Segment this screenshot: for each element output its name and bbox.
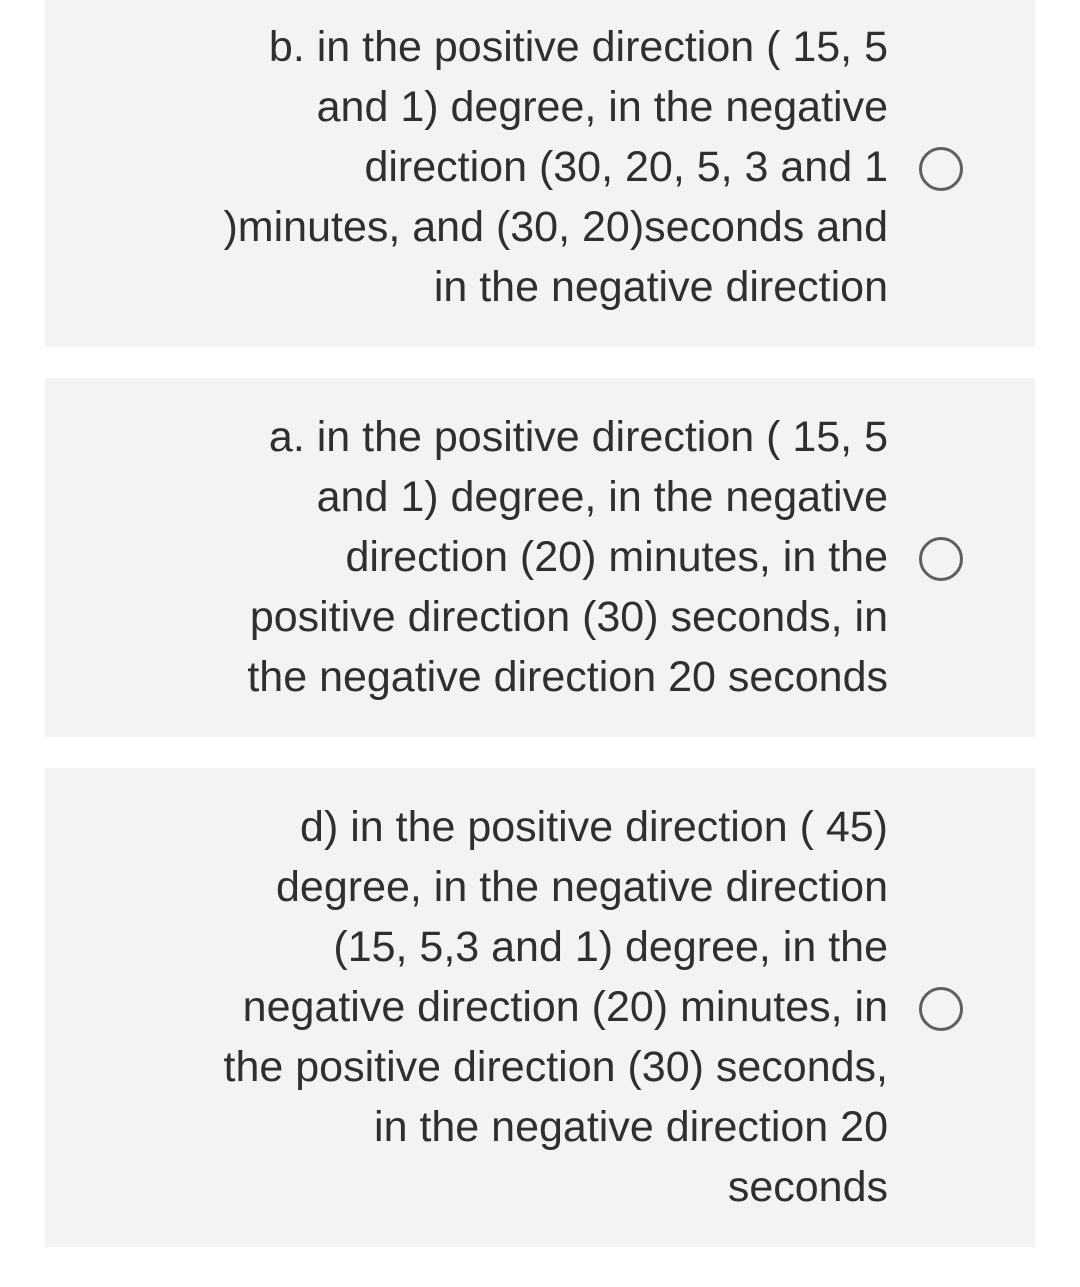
option-label-b [128,17,888,317]
option-line: (15, 5,3 and 1) degree, in the [333,923,888,971]
radio-button-b[interactable] [919,147,963,191]
option-line: the positive direction (30) seconds, [223,1043,888,1091]
option-line: positive direction (30) seconds, in [249,593,888,641]
radio-button-a[interactable] [919,537,963,581]
option-line: b. in the positive direction ( 15, 5 [268,23,888,71]
option-line: the negative direction 20 seconds [247,653,888,701]
option-line: a. in the positive direction ( 15, 5 [268,413,888,461]
option-line: direction (30, 20, 5, 3 and 1 [364,143,888,191]
option-line: and 1) degree, in the negative [316,473,888,521]
option-label-d [128,797,888,1217]
radio-button-d[interactable] [919,987,963,1031]
option-card-b[interactable] [45,0,1035,347]
option-line: d) in the positive direction ( 45) [300,803,888,851]
option-line: direction (20) minutes, in the [345,533,888,581]
option-line: seconds [727,1163,888,1211]
option-line: )minutes, and (30, 20)seconds and [223,203,888,251]
option-line: in the negative direction [433,263,888,311]
option-card-d[interactable] [45,768,1035,1247]
option-label-a [128,407,888,707]
option-line: degree, in the negative direction [276,863,888,911]
option-line: and 1) degree, in the negative [316,83,888,131]
option-line: negative direction (20) minutes, in [242,983,888,1031]
option-line: in the negative direction 20 [374,1103,888,1151]
option-card-a[interactable] [45,378,1035,737]
